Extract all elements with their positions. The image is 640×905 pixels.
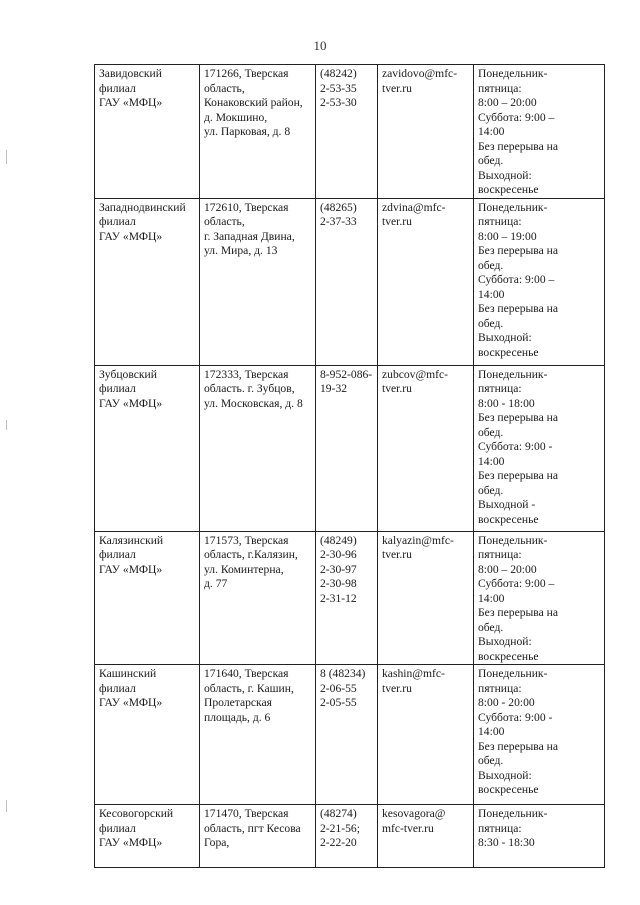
branch-hours: Понедельник- пятница: 8:30 - 18:30 bbox=[474, 805, 605, 868]
branch-email: zdvina@mfc- tver.ru bbox=[378, 198, 474, 365]
branch-phone: (48274) 2-21-56; 2-22-20 bbox=[316, 805, 378, 868]
branch-email: zavidovo@mfc- tver.ru bbox=[378, 65, 474, 199]
branch-phone: 8 (48234) 2-06-55 2-05-55 bbox=[316, 665, 378, 805]
branch-address: 172333, Тверская область. г. Зубцов, ул. Московская, д. 8 bbox=[200, 365, 316, 531]
branch-name: Кесовогорский филиал ГАУ «МФЦ» bbox=[95, 805, 200, 868]
branch-address: 171640, Тверская область, г. Кашин, Пролетарская площадь, д. 6 bbox=[200, 665, 316, 805]
branch-phone: (48249) 2-30-96 2-30-97 2-30-98 2-31-12 bbox=[316, 531, 378, 665]
scan-edge-mark bbox=[6, 800, 7, 812]
table-row bbox=[95, 198, 605, 365]
table-row bbox=[95, 365, 605, 531]
table-row bbox=[95, 531, 605, 665]
branch-name: Зубцовский филиал ГАУ «МФЦ» bbox=[95, 365, 200, 531]
table-row bbox=[95, 65, 605, 199]
branch-address: 171470, Тверская область, пгт Кесова Гора, bbox=[200, 805, 316, 868]
branch-email: kalyazin@mfc- tver.ru bbox=[378, 531, 474, 665]
table-row bbox=[95, 665, 605, 805]
branch-address: 171573, Тверская область, г.Калязин, ул. Коминтерна, д. 77 bbox=[200, 531, 316, 665]
branch-name: Завидовский филиал ГАУ «МФЦ» bbox=[95, 65, 200, 199]
scan-edge-mark bbox=[6, 420, 7, 430]
branch-phone: (48242) 2-53-35 2-53-30 bbox=[316, 65, 378, 199]
branch-hours: Понедельник- пятница: 8:00 – 20:00 Суббота: 9:00 – 14:00 Без перерыва на обед. Выходной: воскресенье bbox=[474, 65, 605, 199]
branch-hours: Понедельник- пятница: 8:00 – 20:00 Суббота: 9:00 – 14:00 Без перерыва на обед. Выходной: воскресенье bbox=[474, 531, 605, 665]
branch-email: zubcov@mfc- tver.ru bbox=[378, 365, 474, 531]
page-number: 10 bbox=[313, 38, 327, 53]
branch-address: 171266, Тверская область, Конаковский район, д. Мокшино, ул. Парковая, д. 8 bbox=[200, 65, 316, 199]
branch-name: Западнодвинский филиал ГАУ «МФЦ» bbox=[95, 198, 200, 365]
branch-name: Калязинский филиал ГАУ «МФЦ» bbox=[95, 531, 200, 665]
branch-name: Кашинский филиал ГАУ «МФЦ» bbox=[95, 665, 200, 805]
branch-email: kashin@mfc- tver.ru bbox=[378, 665, 474, 805]
branch-phone: 8-952-086- 19-32 bbox=[316, 365, 378, 531]
branch-address: 172610, Тверская область, г. Западная Двина, ул. Мира, д. 13 bbox=[200, 198, 316, 365]
branch-phone: (48265) 2-37-33 bbox=[316, 198, 378, 365]
branch-email: kesovagora@ mfc-tver.ru bbox=[378, 805, 474, 868]
branch-offices-table bbox=[94, 64, 605, 868]
branch-hours: Понедельник- пятница: 8:00 – 19:00 Без перерыва на обед. Суббота: 9:00 – 14:00 Без перерыва на обед. Выходной: воскресенье bbox=[474, 198, 605, 365]
branch-hours: Понедельник- пятница: 8:00 - 18:00 Без перерыва на обед. Суббота: 9:00 - 14:00 Без перерыва на обед. Выходной - воскресенье bbox=[474, 365, 605, 531]
scan-edge-mark bbox=[6, 150, 7, 164]
table-row bbox=[95, 805, 605, 868]
branch-hours: Понедельник- пятница: 8:00 - 20:00 Суббота: 9:00 - 14:00 Без перерыва на обед. Выходной: воскресенье bbox=[474, 665, 605, 805]
